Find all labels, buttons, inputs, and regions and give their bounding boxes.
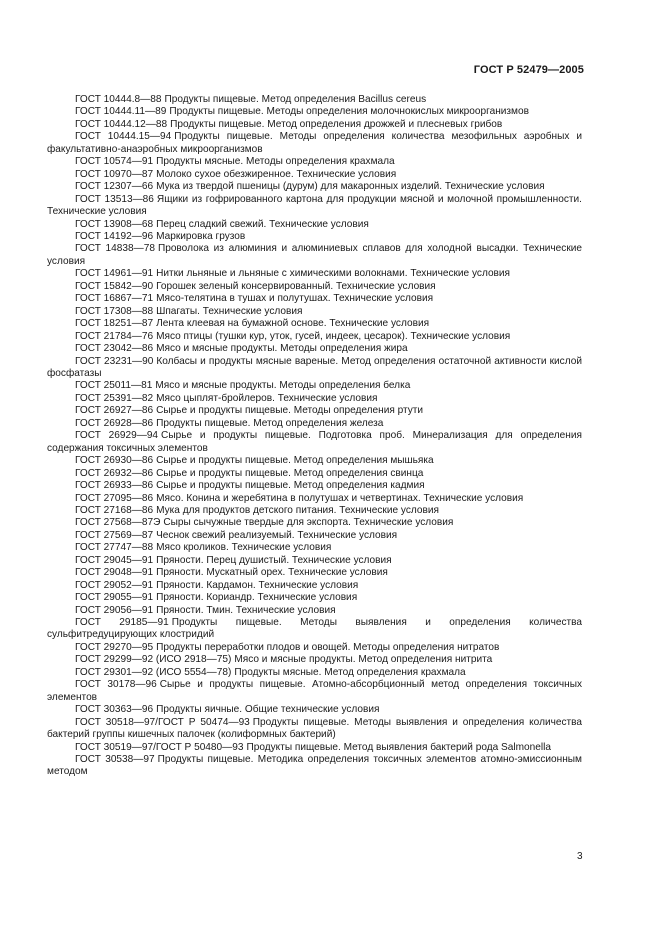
reference-title: Мясо кроликов. Технические условия [156, 542, 332, 554]
reference-title: Молоко сухое обезжиренное. Технические условия [156, 168, 397, 180]
reference-item [47, 356, 582, 381]
reference-item [47, 742, 582, 754]
reference-title: Проволока из алюминия и алюминиевых сплавов для холодной высадки. Технические условия [47, 243, 582, 267]
normative-references-list [47, 94, 582, 779]
reference-number: ГОСТ 21784—76 [75, 330, 154, 342]
reference-number: ГОСТ 27747—88 [75, 542, 154, 554]
reference-number: ГОСТ 13908—68 [75, 218, 154, 230]
reference-title: Продукты пищевые. Метод выявления бактерий рода Salmonella [246, 741, 551, 753]
reference-item [47, 194, 582, 219]
reference-item [47, 119, 582, 131]
reference-item [47, 717, 582, 742]
reference-item [47, 331, 582, 343]
reference-item [47, 106, 582, 118]
reference-number: ГОСТ 29048—91 [75, 567, 154, 579]
reference-title: Сыры сычужные твердые для экспорта. Технические условия [163, 517, 454, 529]
reference-item [47, 231, 582, 243]
reference-number: ГОСТ 29055—91 [75, 592, 154, 604]
reference-number: ГОСТ 25391—82 [75, 392, 154, 404]
reference-title: Мука из твердой пшеницы (дурум) для макаронных изделий. Технические условия [156, 181, 545, 193]
reference-number: ГОСТ 12307—66 [75, 181, 154, 193]
page-number: 3 [577, 851, 583, 862]
reference-title: Сырье и продукты пищевые. Метод определения свинца [156, 467, 424, 479]
reference-item [47, 268, 582, 280]
reference-item [47, 617, 582, 642]
reference-item [47, 493, 582, 505]
reference-item [47, 243, 582, 268]
reference-item [47, 343, 582, 355]
reference-item [47, 754, 582, 779]
reference-item [47, 580, 582, 592]
reference-title: Пряности. Перец душистый. Технические условия [156, 554, 392, 566]
reference-title: Продукты пищевые. Методы определения количества мезофильных аэробных и факультативно-анаэробных микроорганизмов [47, 131, 582, 155]
reference-title: Мясо цыплят-бройлеров. Технические условия [156, 392, 378, 404]
reference-title: Продукты пищевые. Методы выявления и определения количества сульфитредуцирующих клостридий [47, 617, 582, 641]
reference-title: Нитки льняные и льняные с химическими волокнами. Технические условия [156, 268, 511, 280]
reference-number: ГОСТ 29045—91 [75, 554, 154, 566]
reference-title: Чеснок свежий реализуемый. Технические условия [156, 529, 398, 541]
reference-title: Продукты мясные. Методы определения крахмала [156, 156, 395, 168]
reference-title: Мясо птицы (тушки кур, уток, гусей, индеек, цесарок). Технические условия [156, 330, 511, 342]
reference-number: ГОСТ 26928—86 [75, 417, 154, 429]
reference-number: ГОСТ 10444.8—88 [75, 94, 162, 105]
reference-number: ГОСТ 26930—86 [75, 455, 154, 467]
reference-item [47, 318, 582, 330]
reference-title: Продукты пищевые. Методы выявления и определения количества бактерий группы кишечных палочек (колиформных бактерий) [47, 716, 582, 741]
reference-item [47, 468, 582, 480]
reference-number: ГОСТ 14192—96 [75, 230, 154, 242]
reference-title: Мясо-телятина в тушах и полутушах. Технические условия [156, 293, 434, 305]
reference-number: ГОСТ 13513—86 [75, 193, 154, 205]
reference-title: Мясо и мясные продукты. Методы определения белка [155, 380, 411, 392]
reference-item [47, 94, 582, 106]
reference-number: ГОСТ 29270—95 [75, 641, 154, 653]
reference-number: ГОСТ 27168—86 [75, 504, 154, 516]
reference-title: Пряности. Кориандр. Технические условия [156, 592, 358, 604]
reference-item [47, 667, 582, 679]
reference-title: Продукты яичные. Общие технические условия [156, 704, 380, 716]
reference-title: Пряности. Тмин. Технические условия [156, 604, 336, 616]
reference-number: ГОСТ 10444.12—88 [75, 118, 168, 130]
reference-number: ГОСТ 17308—88 [75, 305, 154, 317]
reference-number: ГОСТ 27095—86 [75, 492, 154, 504]
reference-item [47, 380, 582, 392]
reference-item [47, 592, 582, 604]
reference-item [47, 430, 582, 455]
reference-item [47, 480, 582, 492]
reference-item [47, 418, 582, 430]
reference-title: Продукты мясные. Метод определения крахмала [234, 666, 466, 678]
reference-number: ГОСТ 10574—91 [75, 156, 154, 168]
reference-title: Сырье и продукты пищевые. Атомно-абсорбционный метод определения токсичных элементов [47, 679, 582, 703]
reference-number: ГОСТ 29301—92 (ИСО 5554—78) [75, 666, 232, 678]
reference-title: Продукты пищевые. Методы определения молочнокислых микроорганизмов [169, 106, 529, 118]
reference-number: ГОСТ 29056—91 [75, 604, 154, 616]
reference-number: ГОСТ 30518—97/ГОСТ Р 50474—93 [75, 716, 250, 728]
reference-item [47, 704, 582, 716]
reference-title: Продукты пищевые. Метод определения дрожжей и плесневых грибов [170, 118, 503, 130]
reference-title: Ящики из гофрированного картона для продукции мясной и молочной промышленности. Технические условия [47, 193, 582, 218]
reference-number: ГОСТ 10444.11—89 [75, 106, 167, 118]
reference-title: Мясо. Конина и жеребятина в полутушах и четвертинах. Технические условия [156, 492, 524, 504]
reference-number: ГОСТ 26932—86 [75, 467, 154, 479]
reference-title: Горошек зеленый консервированный. Технические условия [156, 280, 436, 292]
reference-item [47, 605, 582, 617]
reference-title: Сырье и продукты пищевые. Методы определения ртути [156, 405, 424, 417]
reference-item [47, 654, 582, 666]
reference-number: ГОСТ 30519—97/ГОСТ Р 50480—93 [75, 741, 244, 753]
reference-number: ГОСТ 23231—90 [75, 355, 154, 367]
reference-item [47, 156, 582, 168]
reference-number: ГОСТ 26927—86 [75, 405, 154, 417]
reference-title: Продукты пищевые. Метод определения Bacillus cereus [164, 94, 427, 105]
reference-title: Перец сладкий свежий. Технические условия [156, 218, 369, 230]
reference-item [47, 131, 582, 156]
reference-number: ГОСТ 26933—86 [75, 480, 154, 492]
reference-number: ГОСТ 10970—87 [75, 168, 154, 180]
reference-number: ГОСТ 16867—71 [75, 293, 154, 305]
reference-item [47, 393, 582, 405]
reference-title: Колбасы и продукты мясные вареные. Метод определения остаточной активности кислой фосфатазы [47, 355, 582, 379]
reference-title: Лента клеевая на бумажной основе. Технические условия [156, 318, 430, 330]
reference-number: ГОСТ 14838—78 [75, 243, 155, 255]
reference-title: Продукты переработки плодов и овощей. Методы определения нитратов [156, 641, 500, 653]
reference-item [47, 306, 582, 318]
reference-number: ГОСТ 15842—90 [75, 280, 154, 292]
reference-item [47, 555, 582, 567]
reference-item [47, 293, 582, 305]
reference-number: ГОСТ 29052—91 [75, 579, 154, 591]
reference-item [47, 181, 582, 193]
reference-title: Маркировка грузов [156, 230, 246, 242]
reference-number: ГОСТ 14961—91 [75, 268, 154, 280]
reference-number: ГОСТ 29299—92 (ИСО 2918—75) [75, 654, 232, 666]
reference-item [47, 281, 582, 293]
reference-title: Сырье и продукты пищевые. Метод определения кадмия [156, 480, 425, 492]
reference-item [47, 679, 582, 704]
reference-title: Мука для продуктов детского питания. Технические условия [156, 504, 439, 516]
reference-title: Мясо и мясные продукты. Метод определения нитрита [234, 654, 493, 666]
standard-number-header: ГОСТ Р 52479—2005 [473, 64, 584, 76]
reference-item [47, 505, 582, 517]
reference-title: Мясо и мясные продукты. Методы определения жира [156, 343, 408, 355]
reference-number: ГОСТ 27568—87Э [75, 517, 161, 529]
reference-number: ГОСТ 10444.15—94 [75, 131, 172, 143]
reference-item [47, 530, 582, 542]
reference-item [47, 455, 582, 467]
reference-item [47, 219, 582, 231]
reference-title: Продукты пищевые. Методика определения токсичных элементов атомно-эмиссионным методом [47, 754, 582, 778]
reference-item [47, 542, 582, 554]
reference-title: Пряности. Мускатный орех. Технические условия [156, 567, 388, 579]
reference-number: ГОСТ 27569—87 [75, 529, 154, 541]
reference-number: ГОСТ 30178—96 [75, 679, 157, 691]
reference-title: Сырье и продукты пищевые. Подготовка проб. Минерализация для определения содержания токсичных элементов [47, 430, 582, 454]
reference-item [47, 169, 582, 181]
reference-item [47, 405, 582, 417]
reference-number: ГОСТ 30363—96 [75, 704, 154, 716]
reference-item [47, 517, 582, 529]
reference-number: ГОСТ 30538—97 [75, 754, 155, 766]
reference-item [47, 567, 582, 579]
reference-number: ГОСТ 29185—91 [75, 617, 169, 629]
reference-number: ГОСТ 25011—81 [75, 380, 153, 392]
reference-title: Продукты пищевые. Метод определения железа [156, 417, 384, 429]
reference-title: Пряности. Кардамон. Технические условия [156, 579, 359, 591]
reference-number: ГОСТ 23042—86 [75, 343, 154, 355]
reference-number: ГОСТ 18251—87 [75, 318, 154, 330]
reference-title: Шпагаты. Технические условия [156, 305, 303, 317]
reference-number: ГОСТ 26929—94 [75, 430, 159, 442]
reference-item [47, 642, 582, 654]
reference-title: Сырье и продукты пищевые. Метод определения мышьяка [156, 455, 434, 467]
